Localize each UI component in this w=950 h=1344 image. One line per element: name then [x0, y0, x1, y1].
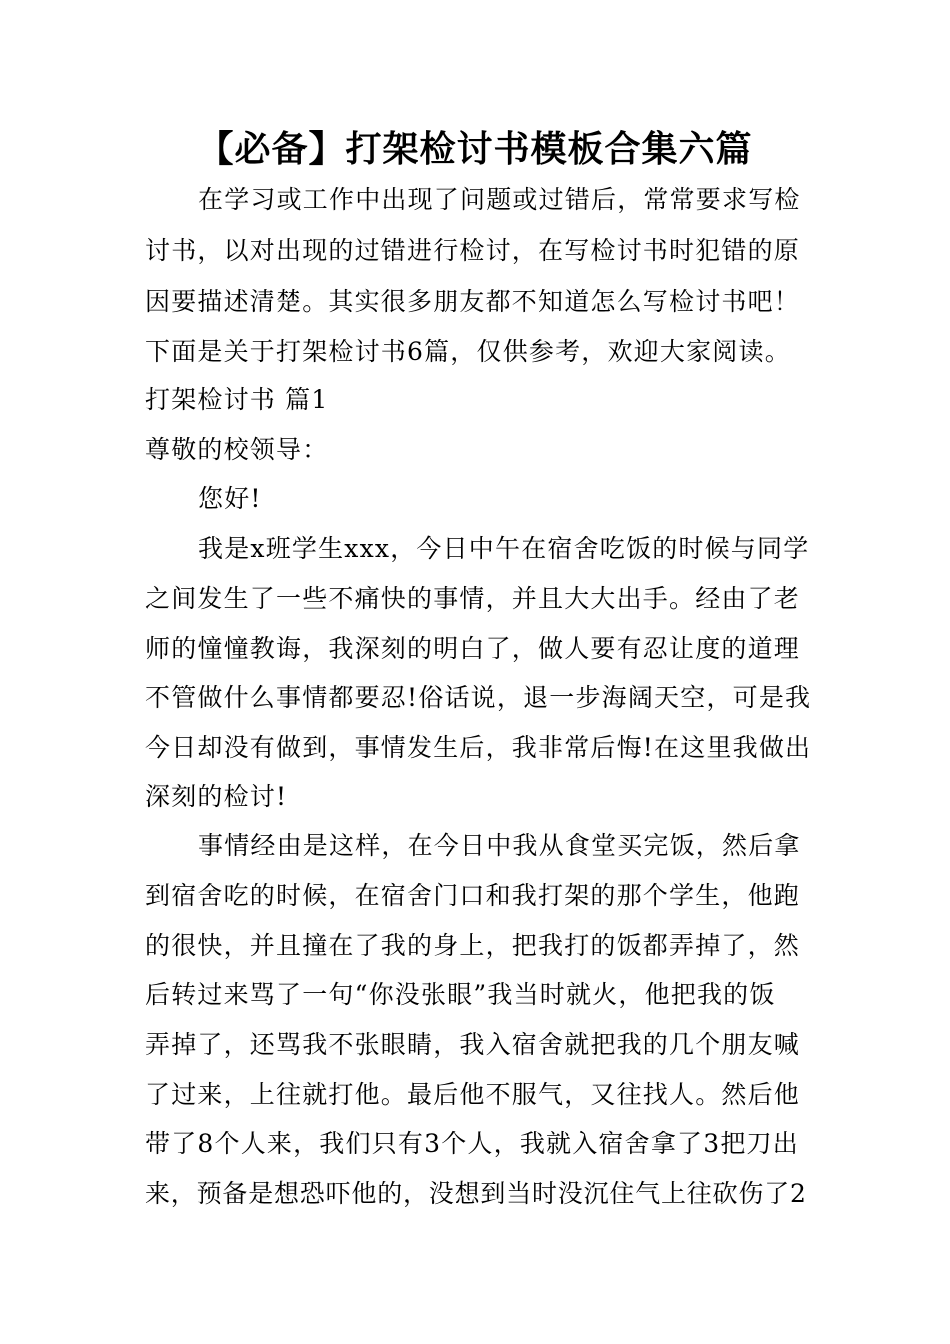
paragraph-line: 在学习或工作中出现了问题或过错后，常常要求写检 [198, 185, 801, 214]
paragraph-line: 之间发生了一些不痛快的事情，并且大大出手。经由了老 [145, 584, 801, 613]
paragraph-line: 下面是关于打架检讨书6篇，仅供参考，欢迎大家阅读。 [145, 337, 791, 366]
paragraph-line: 事情经由是这样，在今日中我从食堂买完饭，然后拿 [198, 831, 801, 860]
paragraph-line: 因要描述清楚。其实很多朋友都不知道怎么写检讨书吧！ [145, 287, 801, 316]
paragraph-line: 后转过来骂了一句“你没张眼”我当时就火，他把我的饭 [145, 980, 776, 1009]
section-heading: 打架检讨书 篇1 [145, 385, 329, 414]
paragraph-line: 今日却没有做到，事情发生后，我非常后悔!在这里我做出 [145, 733, 812, 762]
salutation: 尊敬的校领导： [145, 435, 329, 464]
document-title: 【必备】打架检讨书模板合集六篇 [197, 129, 753, 170]
paragraph-line: 师的憧憧教诲，我深刻的明白了，做人要有忍让度的道理 [145, 634, 801, 663]
paragraph-line: 讨书，以对出现的过错进行检讨，在写检讨书时犯错的原 [145, 236, 801, 265]
paragraph-line: 不管做什么事情都要忍!俗话说，退一步海阔天空，可是我 [145, 683, 812, 712]
paragraph-line: 带了8个人来，我们只有3个人，我就入宿舍拿了3把刀出 [145, 1129, 799, 1158]
paragraph-line: 弄掉了，还骂我不张眼睛，我入宿舍就把我的几个朋友喊 [145, 1030, 801, 1059]
paragraph-line: 深刻的检讨! [145, 782, 288, 811]
paragraph-line: 的很快，并且撞在了我的身上，把我打的饭都弄掉了，然 [145, 931, 801, 960]
paragraph-line: 来，预备是想恐吓他的，没想到当时没沉住气上往砍伤了2 [145, 1179, 807, 1208]
paragraph-line: 到宿舍吃的时候，在宿舍门口和我打架的那个学生，他跑 [145, 881, 801, 910]
paragraph-line: 了过来，上往就打他。最后他不服气，又往找人。然后他 [145, 1080, 801, 1109]
greeting: 您好! [198, 484, 262, 513]
paragraph-line: 我是x班学生xxx，今日中午在宿舍吃饭的时候与同学 [198, 534, 810, 563]
